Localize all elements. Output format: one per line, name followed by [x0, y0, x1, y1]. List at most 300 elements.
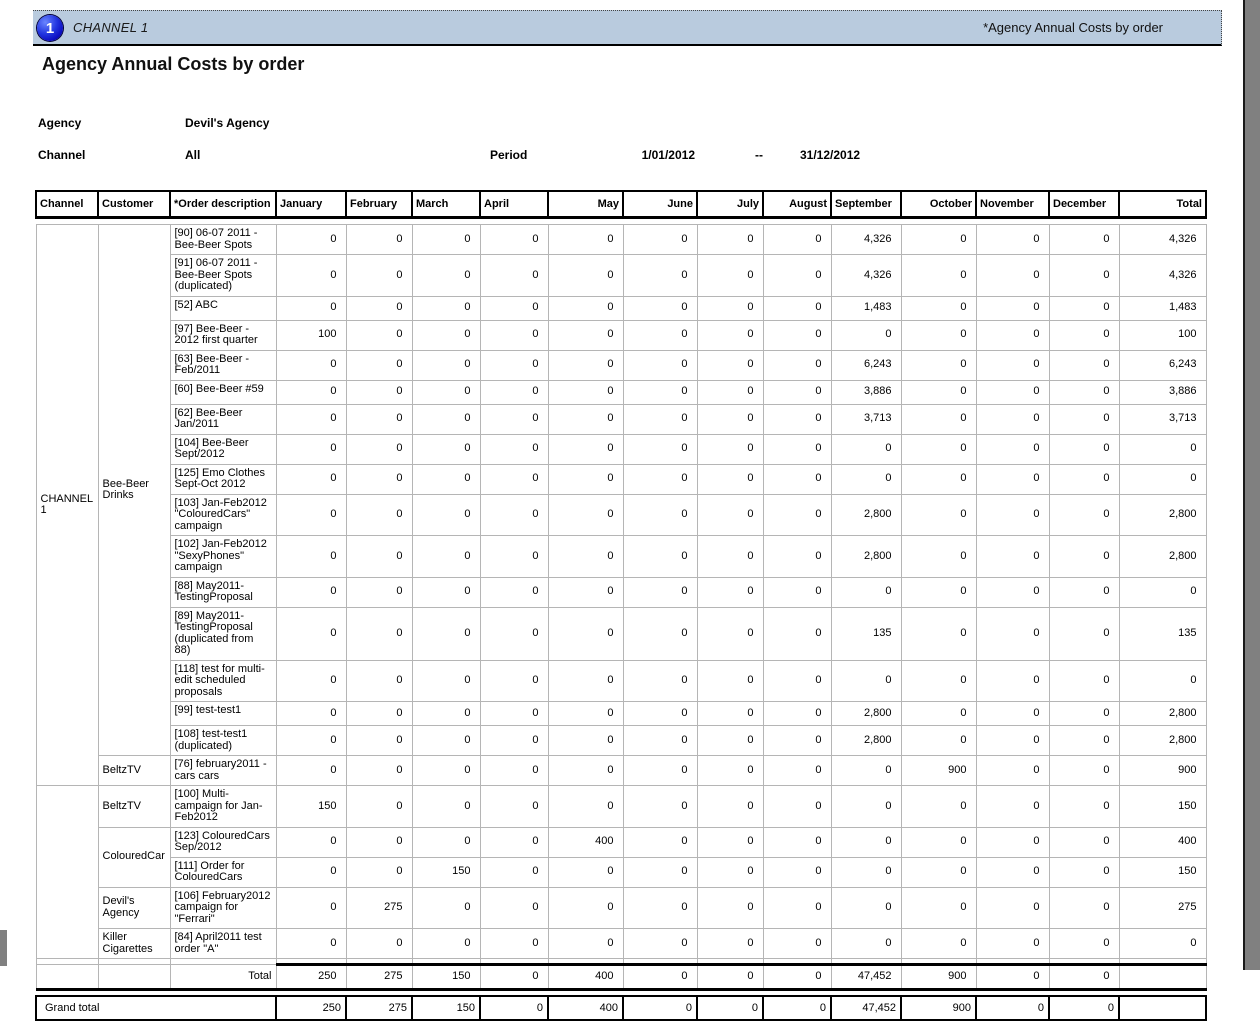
value-cell: 0 — [901, 660, 976, 702]
value-cell: 0 — [276, 726, 346, 756]
table-row — [36, 786, 1206, 828]
value-cell: 0 — [831, 464, 901, 494]
value-cell: 0 — [623, 434, 697, 464]
channel-cell — [36, 786, 98, 959]
value-cell: 2,800 — [1119, 494, 1206, 536]
value-cell: 0 — [976, 404, 1049, 434]
order-description-cell: [63] Bee-Beer - Feb/2011 — [170, 350, 276, 380]
value-cell: 0 — [412, 929, 480, 959]
value-cell: 0 — [276, 660, 346, 702]
column-header: April — [480, 191, 548, 218]
header-row — [36, 191, 1206, 218]
value-cell: 0 — [697, 857, 763, 887]
value-cell: 0 — [1049, 887, 1119, 929]
value-cell: 0 — [1049, 827, 1119, 857]
value-cell: 100 — [276, 320, 346, 350]
value-cell: 0 — [1049, 404, 1119, 434]
order-description-cell: [106] February2012 campaign for "Ferrari" — [170, 887, 276, 929]
value-cell: 0 — [623, 887, 697, 929]
order-description-cell: [97] Bee-Beer - 2012 first quarter — [170, 320, 276, 350]
value-cell: 0 — [623, 726, 697, 756]
value-cell: 0 — [480, 255, 548, 297]
value-cell: 0 — [763, 786, 831, 828]
value-cell: 0 — [276, 857, 346, 887]
value-cell: 0 — [831, 660, 901, 702]
value-cell: 0 — [276, 225, 346, 255]
value-cell: 900 — [901, 756, 976, 786]
value-cell: 0 — [276, 380, 346, 404]
period-label: Period — [490, 148, 528, 162]
value-cell: 0 — [623, 320, 697, 350]
value-cell: 0 — [548, 726, 623, 756]
value-cell: 0 — [901, 827, 976, 857]
table-row — [36, 320, 1206, 350]
column-header: July — [697, 191, 763, 218]
value-cell: 0 — [901, 320, 976, 350]
value-cell: 0 — [976, 857, 1049, 887]
total-value-cell: 150 — [412, 965, 480, 990]
value-cell: 0 — [763, 726, 831, 756]
value-cell: 0 — [976, 702, 1049, 726]
value-cell: 150 — [1119, 857, 1206, 887]
value-cell: 0 — [831, 929, 901, 959]
value-cell: 275 — [1119, 887, 1206, 929]
value-cell: 0 — [763, 660, 831, 702]
value-cell: 0 — [412, 726, 480, 756]
value-cell: 0 — [412, 380, 480, 404]
value-cell: 0 — [763, 255, 831, 297]
value-cell: 0 — [831, 887, 901, 929]
value-cell: 0 — [623, 929, 697, 959]
value-cell: 275 — [346, 887, 412, 929]
value-cell: 0 — [901, 494, 976, 536]
table-row — [36, 857, 1206, 887]
order-description-cell: [125] Emo Clothes Sept-Oct 2012 — [170, 464, 276, 494]
value-cell: 0 — [976, 887, 1049, 929]
table-row — [36, 660, 1206, 702]
value-cell: 0 — [1119, 464, 1206, 494]
value-cell: 0 — [346, 255, 412, 297]
value-cell: 0 — [697, 702, 763, 726]
value-cell: 0 — [697, 756, 763, 786]
agency-value: Devil's Agency — [185, 116, 270, 130]
value-cell: 0 — [763, 225, 831, 255]
value-cell: 0 — [763, 887, 831, 929]
value-cell: 0 — [346, 577, 412, 607]
value-cell: 0 — [976, 607, 1049, 660]
value-cell: 0 — [480, 536, 548, 578]
value-cell: 0 — [763, 494, 831, 536]
value-cell: 0 — [346, 827, 412, 857]
value-cell: 0 — [763, 296, 831, 320]
value-cell: 0 — [548, 320, 623, 350]
value-cell: 0 — [763, 380, 831, 404]
value-cell: 0 — [346, 607, 412, 660]
value-cell: 0 — [346, 494, 412, 536]
value-cell: 0 — [276, 607, 346, 660]
order-description-cell: [52] ABC — [170, 296, 276, 320]
value-cell: 0 — [346, 660, 412, 702]
value-cell: 0 — [1119, 929, 1206, 959]
value-cell: 0 — [623, 350, 697, 380]
grand-total-value-cell: 0 — [480, 996, 548, 1020]
value-cell: 0 — [1049, 380, 1119, 404]
value-cell: 0 — [480, 577, 548, 607]
order-description-cell: [104] Bee-Beer Sept/2012 — [170, 434, 276, 464]
column-header: August — [763, 191, 831, 218]
value-cell: 0 — [480, 225, 548, 255]
value-cell: 0 — [697, 726, 763, 756]
value-cell: 0 — [623, 786, 697, 828]
value-cell: 0 — [1119, 660, 1206, 702]
channel-cell — [36, 965, 98, 990]
value-cell: 0 — [548, 380, 623, 404]
value-cell: 0 — [346, 434, 412, 464]
value-cell: 0 — [276, 702, 346, 726]
value-cell: 0 — [480, 827, 548, 857]
value-cell: 0 — [346, 380, 412, 404]
value-cell: 0 — [548, 434, 623, 464]
value-cell: 0 — [480, 660, 548, 702]
value-cell: 6,243 — [1119, 350, 1206, 380]
value-cell: 0 — [480, 494, 548, 536]
value-cell: 0 — [697, 255, 763, 297]
page-title: Agency Annual Costs by order — [42, 54, 305, 74]
value-cell: 0 — [480, 296, 548, 320]
value-cell: 0 — [763, 464, 831, 494]
value-cell: 0 — [548, 929, 623, 959]
value-cell: 0 — [901, 887, 976, 929]
value-cell: 0 — [480, 929, 548, 959]
value-cell: 0 — [697, 296, 763, 320]
value-cell: 3,886 — [1119, 380, 1206, 404]
total-row — [36, 965, 1206, 990]
window-edge-strip — [0, 930, 7, 966]
value-cell: 2,800 — [831, 536, 901, 578]
total-value-cell — [1119, 965, 1206, 990]
order-description-cell: [123] ColouredCars Sep/2012 — [170, 827, 276, 857]
value-cell: 0 — [976, 756, 1049, 786]
table-row — [36, 225, 1206, 255]
channel-label: Channel — [38, 148, 86, 162]
value-cell: 0 — [1049, 296, 1119, 320]
value-cell: 0 — [412, 464, 480, 494]
value-cell: 0 — [1049, 494, 1119, 536]
value-cell: 0 — [763, 702, 831, 726]
value-cell: 0 — [763, 929, 831, 959]
value-cell: 0 — [480, 404, 548, 434]
table-row — [36, 887, 1206, 929]
value-cell: 0 — [346, 536, 412, 578]
value-cell: 0 — [548, 350, 623, 380]
grand-total-value-cell: 0 — [976, 996, 1049, 1020]
value-cell: 0 — [976, 296, 1049, 320]
value-cell: 0 — [548, 786, 623, 828]
value-cell: 0 — [623, 660, 697, 702]
value-cell: 0 — [346, 786, 412, 828]
value-cell: 0 — [976, 929, 1049, 959]
order-description-cell: [60] Bee-Beer #59 — [170, 380, 276, 404]
value-cell: 0 — [976, 350, 1049, 380]
value-cell: 0 — [623, 536, 697, 578]
order-description-cell: [108] test-test1 (duplicated) — [170, 726, 276, 756]
grand-total-value-cell: 0 — [697, 996, 763, 1020]
value-cell: 0 — [276, 577, 346, 607]
order-description-cell: [103] Jan-Feb2012 "ColouredCars" campaign — [170, 494, 276, 536]
desktop-background-strip — [1243, 0, 1260, 970]
column-header: Customer — [98, 191, 170, 218]
value-cell: 0 — [412, 320, 480, 350]
value-cell: 0 — [346, 857, 412, 887]
value-cell: 0 — [346, 320, 412, 350]
value-cell: 0 — [623, 857, 697, 887]
value-cell: 0 — [346, 726, 412, 756]
value-cell: 0 — [763, 857, 831, 887]
customer-cell: ColouredCar — [98, 827, 170, 887]
value-cell: 0 — [480, 756, 548, 786]
value-cell: 0 — [412, 577, 480, 607]
value-cell: 0 — [901, 857, 976, 887]
value-cell: 0 — [276, 536, 346, 578]
value-cell: 0 — [480, 434, 548, 464]
table-row — [36, 350, 1206, 380]
value-cell: 0 — [697, 464, 763, 494]
value-cell: 0 — [763, 350, 831, 380]
value-cell: 0 — [1119, 434, 1206, 464]
value-cell: 0 — [548, 607, 623, 660]
value-cell: 0 — [346, 350, 412, 380]
value-cell: 0 — [276, 887, 346, 929]
value-cell: 0 — [1049, 607, 1119, 660]
value-cell: 0 — [480, 380, 548, 404]
value-cell: 0 — [831, 786, 901, 828]
value-cell: 0 — [623, 577, 697, 607]
value-cell: 2,800 — [1119, 702, 1206, 726]
value-cell: 0 — [276, 434, 346, 464]
value-cell: 0 — [548, 255, 623, 297]
report-banner — [33, 10, 1222, 46]
value-cell: 0 — [831, 320, 901, 350]
value-cell: 4,326 — [1119, 255, 1206, 297]
value-cell: 0 — [412, 434, 480, 464]
value-cell: 0 — [976, 380, 1049, 404]
value-cell: 0 — [976, 434, 1049, 464]
value-cell: 135 — [1119, 607, 1206, 660]
value-cell: 0 — [976, 494, 1049, 536]
table-row — [36, 577, 1206, 607]
table-row — [36, 380, 1206, 404]
value-cell: 0 — [1049, 577, 1119, 607]
grand-total-value-cell: 0 — [623, 996, 697, 1020]
total-value-cell: 47,452 — [831, 965, 901, 990]
column-header: March — [412, 191, 480, 218]
value-cell: 0 — [697, 350, 763, 380]
value-cell: 0 — [412, 786, 480, 828]
table-row — [36, 255, 1206, 297]
report-table — [35, 190, 1207, 991]
grand-total-value-cell: 250 — [276, 996, 346, 1020]
value-cell: 0 — [901, 350, 976, 380]
order-description-cell: [99] test-test1 — [170, 702, 276, 726]
value-cell: 0 — [548, 660, 623, 702]
column-header: May — [548, 191, 623, 218]
channel-cell: CHANNEL 1 — [36, 225, 98, 786]
value-cell: 0 — [976, 320, 1049, 350]
header-gap-row — [36, 218, 1206, 225]
value-cell: 0 — [276, 494, 346, 536]
table-row — [36, 464, 1206, 494]
value-cell: 0 — [901, 577, 976, 607]
grand-total-value-cell: 0 — [763, 996, 831, 1020]
column-header: *Order description — [170, 191, 276, 218]
value-cell: 0 — [697, 380, 763, 404]
total-value-cell: 0 — [480, 965, 548, 990]
value-cell: 1,483 — [831, 296, 901, 320]
value-cell: 0 — [548, 857, 623, 887]
channel-value: All — [185, 148, 201, 162]
value-cell: 0 — [697, 536, 763, 578]
value-cell: 0 — [346, 702, 412, 726]
value-cell: 0 — [1049, 702, 1119, 726]
table-row — [36, 434, 1206, 464]
value-cell: 0 — [480, 726, 548, 756]
grand-total-value-cell: 900 — [901, 996, 976, 1020]
column-header: Total — [1119, 191, 1206, 218]
customer-cell: Killer Cigarettes — [98, 929, 170, 959]
grand-total-value-cell: 400 — [548, 996, 623, 1020]
value-cell: 0 — [1049, 660, 1119, 702]
value-cell: 0 — [623, 225, 697, 255]
value-cell: 0 — [412, 350, 480, 380]
value-cell: 0 — [901, 296, 976, 320]
order-description-cell: [91] 06-07 2011 - Bee-Beer Spots (duplicated) — [170, 255, 276, 297]
order-description-cell: [102] Jan-Feb2012 "SexyPhones" campaign — [170, 536, 276, 578]
value-cell: 0 — [346, 404, 412, 434]
value-cell: 0 — [697, 577, 763, 607]
value-cell: 0 — [548, 577, 623, 607]
table-row — [36, 296, 1206, 320]
value-cell: 0 — [901, 225, 976, 255]
report-table-area — [35, 190, 1207, 1021]
column-header: December — [1049, 191, 1119, 218]
value-cell: 0 — [697, 494, 763, 536]
value-cell: 0 — [623, 255, 697, 297]
table-row — [36, 536, 1206, 578]
banner-report-name: *Agency Annual Costs by order — [983, 20, 1163, 35]
value-cell: 0 — [480, 786, 548, 828]
value-cell: 1,483 — [1119, 296, 1206, 320]
table-row — [36, 607, 1206, 660]
value-cell: 3,713 — [831, 404, 901, 434]
grand-total-value-cell: 150 — [412, 996, 480, 1020]
value-cell: 2,800 — [831, 702, 901, 726]
value-cell: 6,243 — [831, 350, 901, 380]
value-cell: 0 — [901, 726, 976, 756]
value-cell: 0 — [901, 404, 976, 434]
value-cell: 0 — [697, 887, 763, 929]
value-cell: 0 — [276, 404, 346, 434]
value-cell: 0 — [276, 464, 346, 494]
value-cell: 0 — [1119, 577, 1206, 607]
value-cell: 0 — [1049, 320, 1119, 350]
value-cell: 0 — [976, 255, 1049, 297]
customer-cell: BeltzTV — [98, 756, 170, 786]
value-cell: 0 — [480, 702, 548, 726]
value-cell: 3,713 — [1119, 404, 1206, 434]
page-number-badge[interactable] — [37, 15, 63, 41]
value-cell: 0 — [901, 536, 976, 578]
table-row — [36, 929, 1206, 959]
value-cell: 0 — [548, 225, 623, 255]
grand-total-value-cell: 47,452 — [831, 996, 901, 1020]
grand-total-table — [35, 995, 1207, 1021]
value-cell: 0 — [412, 756, 480, 786]
value-cell: 0 — [697, 929, 763, 959]
value-cell: 0 — [1049, 464, 1119, 494]
value-cell: 0 — [346, 464, 412, 494]
value-cell: 0 — [623, 494, 697, 536]
total-value-cell: 0 — [1049, 965, 1119, 990]
table-row — [36, 702, 1206, 726]
value-cell: 0 — [548, 404, 623, 434]
value-cell: 0 — [412, 702, 480, 726]
customer-cell: BeltzTV — [98, 786, 170, 828]
total-value-cell: 0 — [763, 965, 831, 990]
value-cell: 150 — [1119, 786, 1206, 828]
value-cell: 0 — [412, 255, 480, 297]
value-cell: 400 — [548, 827, 623, 857]
table-row — [36, 494, 1206, 536]
value-cell: 0 — [412, 536, 480, 578]
table-row — [36, 756, 1206, 786]
value-cell: 0 — [623, 607, 697, 660]
value-cell: 0 — [763, 320, 831, 350]
value-cell: 400 — [1119, 827, 1206, 857]
value-cell: 0 — [1049, 726, 1119, 756]
value-cell: 0 — [901, 702, 976, 726]
value-cell: 0 — [1049, 857, 1119, 887]
value-cell: 0 — [346, 296, 412, 320]
value-cell: 0 — [623, 380, 697, 404]
value-cell: 3,886 — [831, 380, 901, 404]
value-cell: 0 — [976, 225, 1049, 255]
value-cell: 0 — [976, 577, 1049, 607]
value-cell: 0 — [412, 660, 480, 702]
value-cell: 4,326 — [831, 255, 901, 297]
value-cell: 0 — [901, 255, 976, 297]
value-cell: 0 — [548, 464, 623, 494]
value-cell: 0 — [276, 929, 346, 959]
total-value-cell: 0 — [623, 965, 697, 990]
order-description-cell: [100] Multi-campaign for Jan-Feb2012 — [170, 786, 276, 828]
grand-total-label: Grand total — [36, 996, 276, 1020]
value-cell: 0 — [548, 536, 623, 578]
column-header: Channel — [36, 191, 98, 218]
value-cell: 0 — [1049, 434, 1119, 464]
total-value-cell: 0 — [697, 965, 763, 990]
value-cell: 0 — [346, 225, 412, 255]
column-header: June — [623, 191, 697, 218]
value-cell: 0 — [976, 726, 1049, 756]
order-description-cell: [118] test for multi-edit scheduled proposals — [170, 660, 276, 702]
value-cell: 0 — [901, 380, 976, 404]
value-cell: 0 — [412, 225, 480, 255]
grand-total-value-cell: 275 — [346, 996, 412, 1020]
period-to-date: 31/12/2012 — [800, 148, 861, 162]
grand-total-value-cell: 0 — [1049, 996, 1119, 1020]
value-cell: 0 — [412, 296, 480, 320]
value-cell: 0 — [1049, 536, 1119, 578]
